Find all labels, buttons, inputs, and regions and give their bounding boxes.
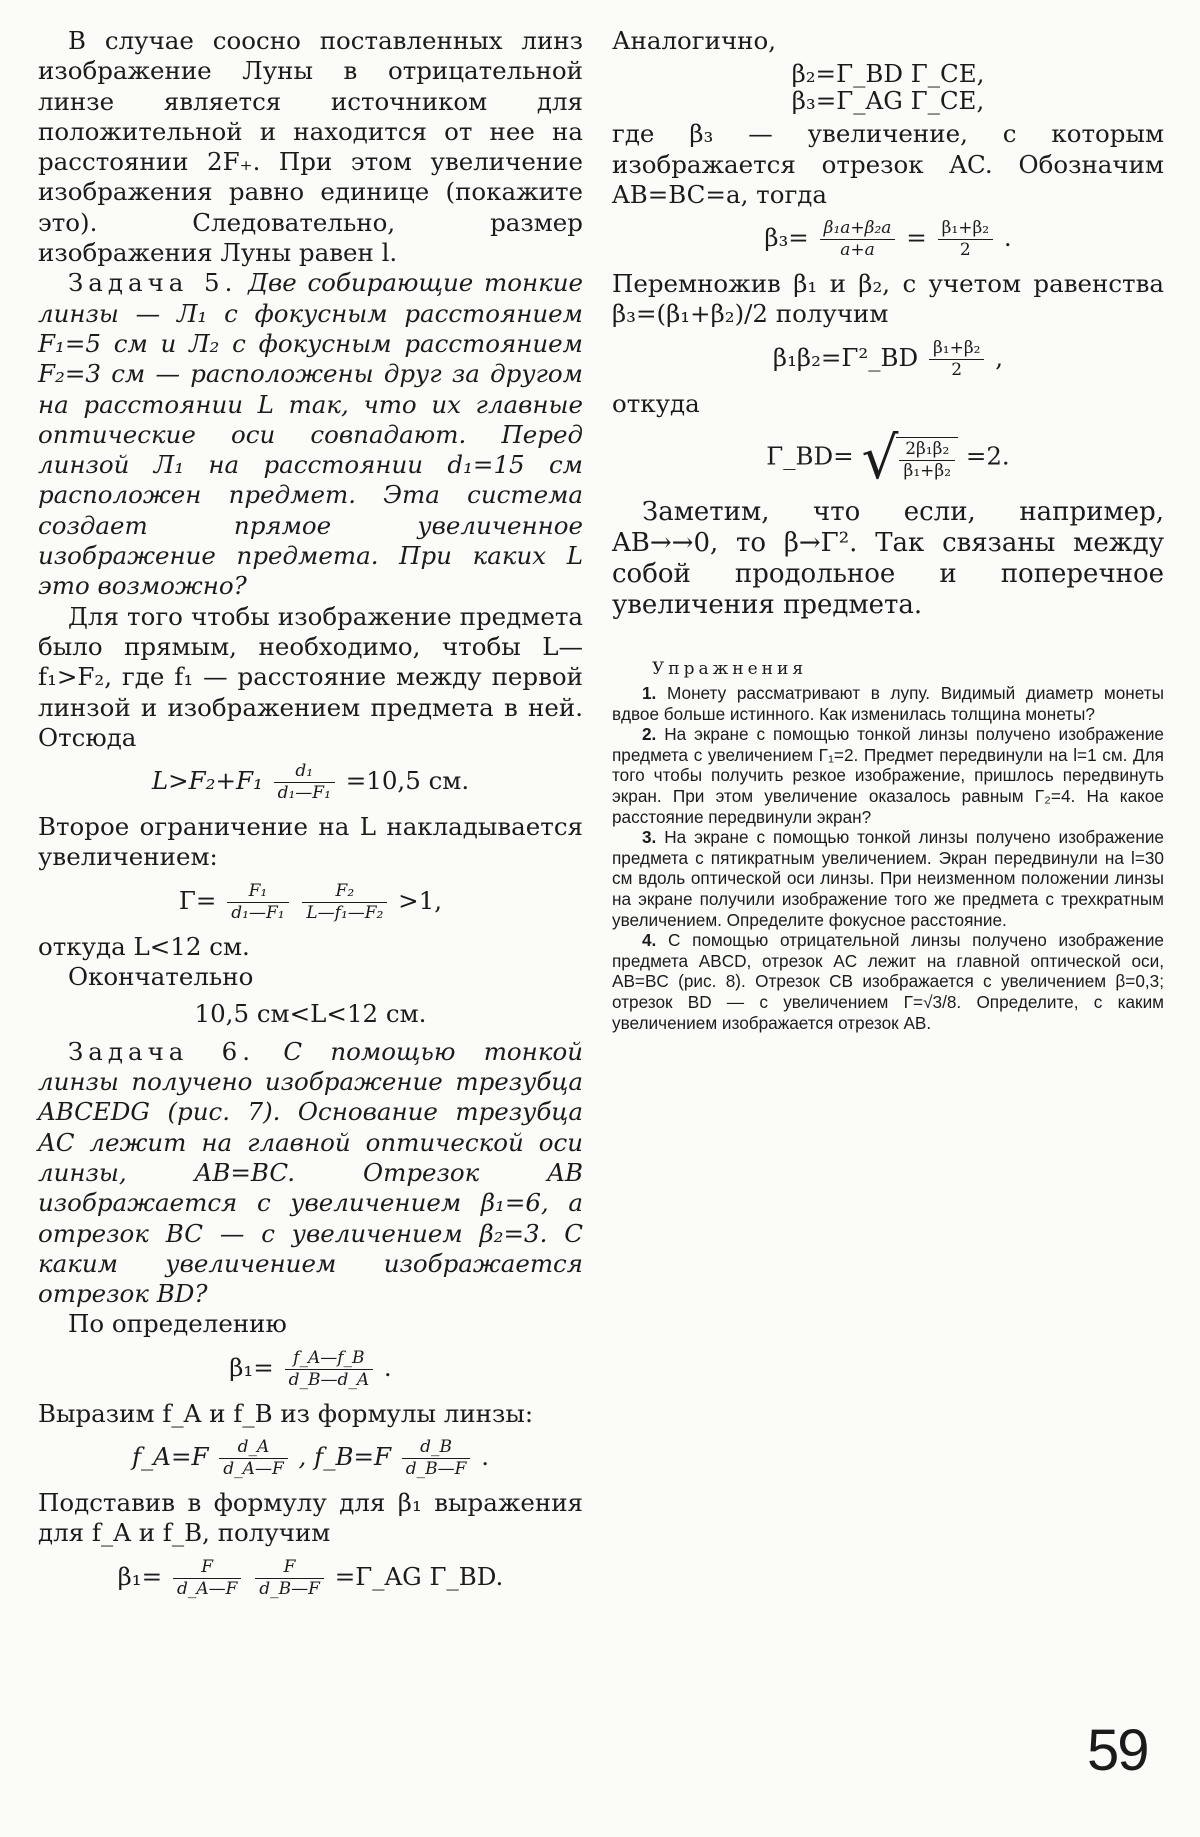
eq5-rhs-right: =2. <box>965 441 1010 471</box>
exercise-4-text: С помощью отрицательной линзы получено изображение предмета ABCD, отрезок AC лежит на главной оптической оси, AB=BC (рис. 8). Отрезок CB изображается с увеличением β=0,3; отрезок BD — с увеличением Γ=√3/8. Определите, с каким увеличением изображается отрезок AB. <box>612 930 1164 1033</box>
eq3-den2: 2 <box>959 240 971 261</box>
equation-beta1-result <box>38 1556 583 1599</box>
eq3-num1: β₁a+β₂a <box>820 220 896 240</box>
exercise-3 <box>612 827 1164 930</box>
eq5-den-right: β₁+β₂ <box>903 460 952 481</box>
paragraph-multiplying: Перемножив β₁ и β₂, с учетом равенства β₃=(β₁+β₂)/2 получим <box>612 269 1164 329</box>
eq5-num2: d_B <box>402 1439 471 1459</box>
exercise-1-number: 1. <box>642 683 657 704</box>
left-column <box>38 26 583 1608</box>
paragraph-similarly: Аналогично, <box>612 26 777 55</box>
equation-product <box>612 337 1164 380</box>
exercise-3-number: 3. <box>642 827 657 848</box>
equation-beta3-average <box>612 220 1164 259</box>
eq3-lhs: β₃= <box>764 223 809 253</box>
eq4-num-right: β₁+β₂ <box>929 340 985 360</box>
eq6-num2: F <box>255 1559 324 1579</box>
exercise-3-text: На экране с помощью тонкой линзы получено изображение предмета с пятикратным увеличением. Экран передвинули на l=30 см вдоль оптической оси линзы. При неизменном положении линзы на экране получили изображение того же предмета с трехкратным увеличением. Определите фокусное расстояние. <box>612 827 1164 930</box>
exercise-1-text: Монету рассматривают в лупу. Видимый диаметр монеты вдвое больше истинного. Как изменилась толщина монеты? <box>612 683 1164 724</box>
eq6-den1: d_A—F <box>176 1578 238 1599</box>
eq3-den1: a+a <box>840 240 875 261</box>
eq2-lhs: Γ= <box>178 885 217 915</box>
eq6-den2: d_B—F <box>259 1578 320 1599</box>
eq3-num2: β₁+β₂ <box>938 220 994 240</box>
task-5-label: Задача 5. <box>68 268 238 298</box>
exercises-title: Упражнения <box>652 659 808 680</box>
eq4-rhs-right: , <box>995 342 1004 372</box>
equation-beta2: β₂=Γ_BD Γ_CE, <box>791 59 985 89</box>
page-number: 59 <box>1087 1718 1148 1783</box>
eq4-num: f_A—f_B <box>285 1350 374 1370</box>
eq3-mid: = <box>906 223 927 253</box>
exercise-1 <box>612 683 1164 724</box>
equation-beta1-def <box>38 1347 583 1390</box>
exercises <box>612 659 1164 1033</box>
paragraph-note: Заметим, что если, например, AB→→0, то β→Γ². Так связаны между собой продольное и поперечное увеличения предмета. <box>612 497 1164 621</box>
exercise-4 <box>612 930 1164 1033</box>
task-6-text: С помощью тонкой линзы получено изображение трезубца ABCEDG (рис. 7). Основание трезубца AC лежит на главной оптической оси линзы, AB=BC. Отрезок AB изображается с увеличением β₁=6, а отрезок BC — с увеличением β₂=3. С каким увеличением изображается отрезок BD? <box>38 1036 583 1309</box>
eq4-rhs: . <box>383 1352 392 1382</box>
task-6 <box>38 1037 583 1310</box>
paragraph-moon: В случае соосно поставленных линз изображение Луны в отрицательной линзе является источником для положительной и находится от нее на расстоянии 2F₊. При этом увеличение изображения равно единице (покажите это). Следовательно, размер изображения Луны равен l. <box>38 26 583 268</box>
paragraph-whence-right: откуда <box>612 388 700 418</box>
equation-lens-formula <box>38 1439 583 1478</box>
eq2-rhs: >1, <box>398 885 443 915</box>
eq5-den1: d_A—F <box>223 1459 284 1480</box>
exercise-2 <box>612 724 1164 827</box>
paragraph-substituting: Подставив в формулу для β₁ выражения для f_A и f_B, получим <box>38 1488 583 1548</box>
eq6-lhs: β₁= <box>117 1561 163 1591</box>
paragraph-where-beta3: где β₃ — увеличение, с которым изображается отрезок AC. Обозначим AB=BC=a, тогда <box>612 119 1164 209</box>
exercise-4-number: 4. <box>642 930 657 951</box>
eq1-num: d₁ <box>274 763 335 783</box>
task-5 <box>38 268 583 601</box>
equation-gamma-bd <box>612 424 1164 493</box>
paragraph-finally: Окончательно <box>68 962 254 992</box>
eq1-lhs: L>F₂+F₁ <box>151 766 263 796</box>
eq4-lhs: β₁= <box>229 1352 274 1382</box>
paragraph-express: Выразим f_A и f_B из формулы линзы: <box>38 1398 534 1428</box>
paragraph-whence: откуда L<12 см. <box>38 931 250 961</box>
eq2-den2: L—f₁—F₂ <box>306 902 384 923</box>
eq5-a: f_A=F <box>131 1442 209 1472</box>
square-root <box>861 424 959 493</box>
paragraph-by-definition: По определению <box>68 1309 287 1339</box>
eq5-lhs-right: Γ_BD= <box>766 441 854 471</box>
task-6-label: Задача 6. <box>68 1036 256 1066</box>
equation-beta3: β₃=Γ_AG Γ_CE, <box>791 85 985 115</box>
eq1-den: d₁—F₁ <box>277 783 331 804</box>
paragraph-condition: Для того чтобы изображение предмета было прямым, необходимо, чтобы L—f₁>F₂, где f₁ — расстояние между первой линзой и изображением предмета в ней. Отсюда <box>38 601 583 752</box>
sqrt-sign-icon: √ <box>861 424 899 493</box>
eq4-den: d_B—d_A <box>288 1369 370 1390</box>
eq5-num-right: 2β₁β₂ <box>899 441 955 461</box>
eq6-num1: F <box>173 1559 241 1579</box>
equation-gamma <box>38 880 583 923</box>
eq4-lhs-right: β₁β₂=Γ²_BD <box>772 342 919 372</box>
eq5-b: , f_B=F <box>298 1442 391 1472</box>
equation-L-lower <box>38 763 583 802</box>
right-column <box>612 26 1164 1033</box>
eq5-num1: d_A <box>219 1439 287 1459</box>
eq2-num1: F₁ <box>227 883 288 903</box>
eq2-den1: d₁—F₁ <box>231 902 285 923</box>
exercise-2-text: На экране с помощью тонкой линзы получено изображение предмета с увеличением Γ₁=2. Предмет передвинули на l=1 см. Для того чтобы получить резкое изображение, пришлось передвинуть экран. При этом увеличение оказалось равным Γ₂=4. На какое расстояние передвинули экран? <box>612 724 1164 827</box>
eq1-rhs: =10,5 см. <box>345 766 470 796</box>
eq5-den2: d_B—F <box>405 1459 467 1480</box>
paragraph-second-limit: Второе ограничение на L накладывается увеличением: <box>38 812 583 872</box>
eq4-den-right: 2 <box>951 359 963 380</box>
task-5-text: Две собирающие тонкие линзы — Л₁ с фокусным расстоянием F₁=5 см и Л₂ с фокусным расстоянием F₂=3 см — расположены друг за другом на расстоянии L так, что их главные оптические оси совпадают. Перед линзой Л₁ на расстоянии d₁=15 см расположен предмет. Эта система создает прямое увеличенное изображение предмета. При каких L это возможно? <box>38 268 583 601</box>
eq5-c: . <box>481 1442 490 1472</box>
eq6-rhs: =Γ_AG Γ_BD. <box>334 1561 504 1591</box>
equation-final-range: 10,5 см<L<12 см. <box>194 999 427 1029</box>
eq3-rhs: . <box>1003 223 1012 253</box>
exercise-2-number: 2. <box>642 724 657 745</box>
eq2-num2: F₂ <box>302 883 387 903</box>
